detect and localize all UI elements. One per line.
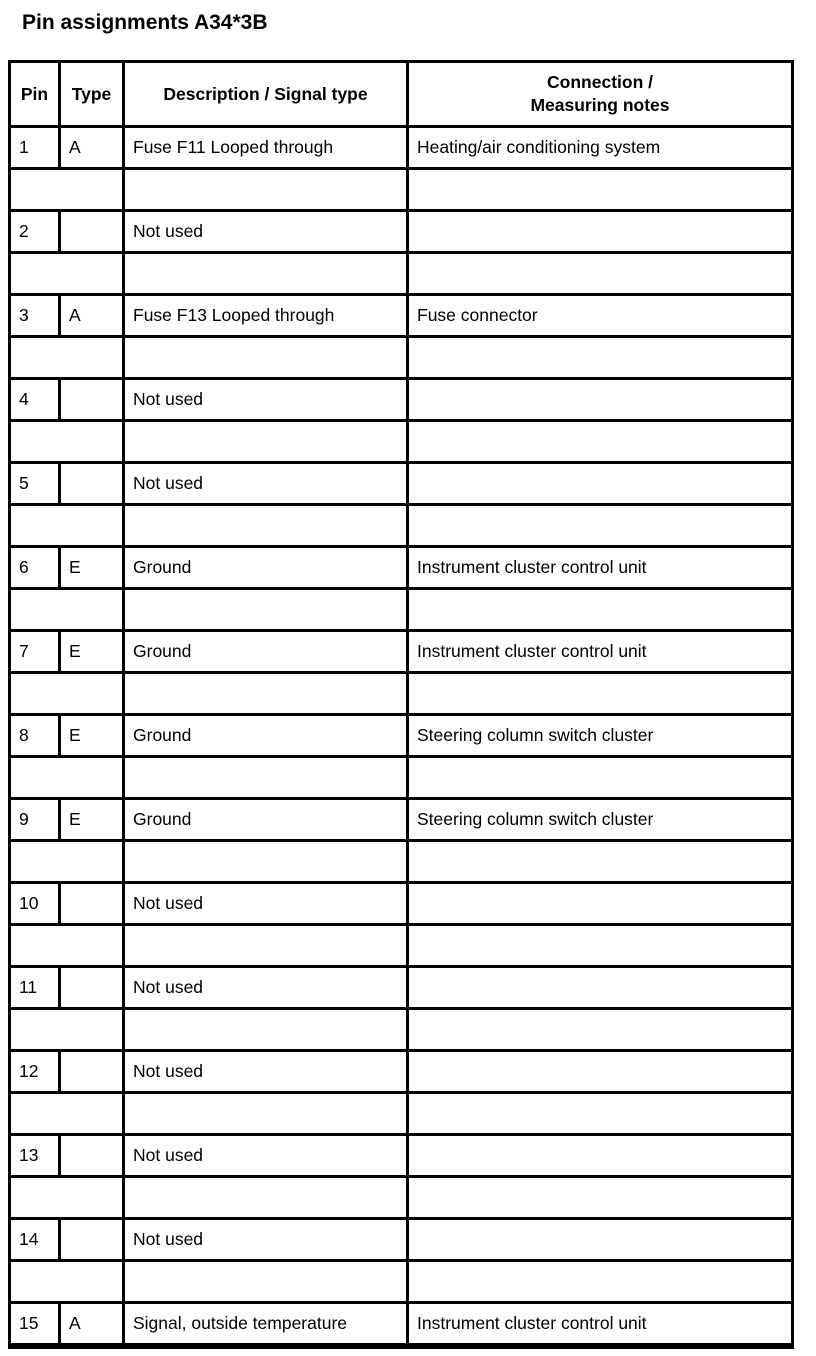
spacer-cell [409, 1178, 791, 1217]
spacer-cell [409, 842, 791, 881]
spacer-cell [125, 254, 406, 293]
cell-pin: 2 [11, 212, 58, 251]
cell-description: Not used [125, 968, 406, 1007]
spacer-cell-pin-type [11, 1010, 122, 1049]
spacer-cell [125, 926, 406, 965]
cell-connection: Instrument cluster control unit [409, 632, 791, 671]
spacer-cell-pin-type [11, 842, 122, 881]
cell-pin: 9 [11, 800, 58, 839]
spacer-cell [409, 1010, 791, 1049]
spacer-cell [409, 926, 791, 965]
cell-connection [409, 1052, 791, 1091]
cell-connection: Steering column switch cluster [409, 716, 791, 755]
spacer-cell-pin-type [11, 254, 122, 293]
header-pin [11, 63, 58, 125]
cell-description: Not used [125, 1220, 406, 1259]
cell-type: E [61, 548, 122, 587]
cell-description: Not used [125, 884, 406, 923]
cell-type [61, 464, 122, 503]
page-title: Pin assignments A34*3B [22, 11, 268, 34]
spacer-cell-pin-type [11, 1262, 122, 1301]
cell-pin: 13 [11, 1136, 58, 1175]
spacer-cell-pin-type [11, 338, 122, 377]
cell-description: Not used [125, 380, 406, 419]
cell-description: Ground [125, 716, 406, 755]
cell-description: Fuse F11 Looped through [125, 128, 406, 167]
spacer-cell [409, 422, 791, 461]
spacer-cell [409, 674, 791, 713]
cell-pin: 7 [11, 632, 58, 671]
spacer-cell [409, 506, 791, 545]
cell-type: A [61, 1304, 122, 1343]
cell-type: A [61, 296, 122, 335]
cell-type: A [61, 128, 122, 167]
spacer-cell-pin-type [11, 758, 122, 797]
cell-connection: Heating/air conditioning system [409, 128, 791, 167]
spacer-cell-pin-type [11, 1178, 122, 1217]
cell-pin: 3 [11, 296, 58, 335]
header-type [61, 63, 122, 125]
spacer-cell [125, 1094, 406, 1133]
cell-type [61, 212, 122, 251]
spacer-cell-pin-type [11, 590, 122, 629]
header-connection-line2: Measuring notes [530, 95, 670, 115]
cell-pin: 12 [11, 1052, 58, 1091]
cell-connection [409, 464, 791, 503]
cell-pin: 1 [11, 128, 58, 167]
spacer-cell [409, 758, 791, 797]
cell-connection: Instrument cluster control unit [409, 1304, 791, 1343]
spacer-cell [125, 758, 406, 797]
spacer-cell [125, 1262, 406, 1301]
cell-connection [409, 1220, 791, 1259]
spacer-cell [409, 590, 791, 629]
cell-type: E [61, 716, 122, 755]
spacer-cell [125, 1010, 406, 1049]
cell-description: Signal, outside temperature [125, 1304, 406, 1343]
pin-assignment-table [8, 60, 794, 1349]
header-type-label: Type [71, 83, 112, 104]
spacer-cell [125, 506, 406, 545]
spacer-cell [125, 338, 406, 377]
cell-connection [409, 1136, 791, 1175]
cell-pin: 6 [11, 548, 58, 587]
header-connection [409, 63, 791, 125]
header-connection-line1: Connection / [547, 72, 653, 92]
cell-connection: Steering column switch cluster [409, 800, 791, 839]
cell-description: Not used [125, 212, 406, 251]
cell-type [61, 968, 122, 1007]
cell-type [61, 380, 122, 419]
cell-type [61, 884, 122, 923]
spacer-cell [125, 590, 406, 629]
cell-connection [409, 212, 791, 251]
cell-pin: 5 [11, 464, 58, 503]
spacer-cell-pin-type [11, 506, 122, 545]
spacer-cell [125, 1178, 406, 1217]
spacer-cell-pin-type [11, 1094, 122, 1133]
header-pin-label: Pin [20, 83, 49, 104]
cell-description: Ground [125, 632, 406, 671]
spacer-cell [125, 842, 406, 881]
cell-connection [409, 968, 791, 1007]
cell-connection [409, 884, 791, 923]
cell-pin: 14 [11, 1220, 58, 1259]
cell-connection [409, 380, 791, 419]
spacer-cell-pin-type [11, 674, 122, 713]
spacer-cell [125, 170, 406, 209]
cell-description: Not used [125, 1052, 406, 1091]
spacer-cell [409, 254, 791, 293]
cell-type [61, 1220, 122, 1259]
cell-type [61, 1052, 122, 1091]
cell-type: E [61, 800, 122, 839]
spacer-cell [409, 1262, 791, 1301]
spacer-cell-pin-type [11, 422, 122, 461]
spacer-cell [125, 674, 406, 713]
cell-description: Fuse F13 Looped through [125, 296, 406, 335]
cell-description: Not used [125, 464, 406, 503]
spacer-cell [409, 1094, 791, 1133]
cell-pin: 11 [11, 968, 58, 1007]
spacer-cell [125, 422, 406, 461]
spacer-cell [409, 338, 791, 377]
cell-type [61, 1136, 122, 1175]
cell-pin: 4 [11, 380, 58, 419]
cell-pin: 8 [11, 716, 58, 755]
spacer-cell [409, 170, 791, 209]
spacer-cell-pin-type [11, 926, 122, 965]
header-description [125, 63, 406, 125]
cell-type: E [61, 632, 122, 671]
cell-connection: Fuse connector [409, 296, 791, 335]
spacer-cell-pin-type [11, 170, 122, 209]
cell-description: Ground [125, 800, 406, 839]
cell-pin: 15 [11, 1304, 58, 1343]
cell-connection: Instrument cluster control unit [409, 548, 791, 587]
header-description-label: Description / Signal type [163, 83, 368, 104]
cell-description: Not used [125, 1136, 406, 1175]
cell-description: Ground [125, 548, 406, 587]
cell-pin: 10 [11, 884, 58, 923]
